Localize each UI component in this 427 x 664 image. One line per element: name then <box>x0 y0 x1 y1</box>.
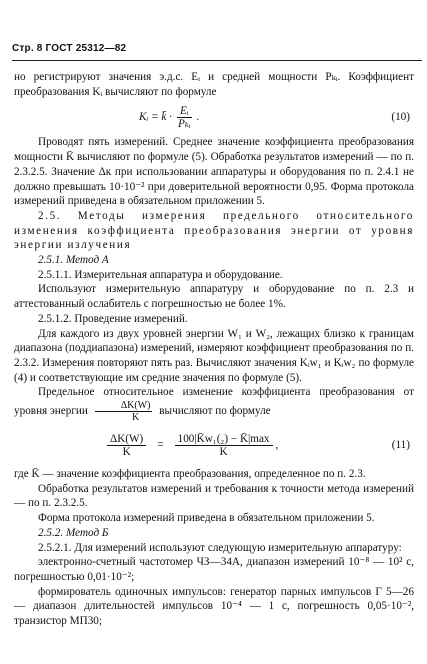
fraction-numerator: Eᵢ <box>177 105 192 118</box>
formula-fraction-left <box>107 433 146 458</box>
subsection-heading: 2.5.1. Метод А <box>38 254 109 267</box>
paragraph-text: Предельное относительное изменение коэффициента преобразования от уровня энергии <box>14 386 414 418</box>
paragraph: Используют измерительную аппаратуру и оборудование по п. 2.3 и аттестованный ослабитель с погрешностью не более 1%. <box>14 283 414 311</box>
page-header: Стр. 8 ГОСТ 25312—82 <box>12 42 422 61</box>
paragraph: формирователь одиночных импульсов: генератор парных импульсов Г 5—26 — диапазон длительностей импульсов 10⁻⁴ — 1 с, погрешность 0,05·10⁻², транзистор МП30; <box>14 585 414 628</box>
paragraph: Форма протокола измерений приведена в обязательном приложении 5. <box>38 512 375 525</box>
inline-fraction <box>95 400 153 423</box>
subsection-heading: 2.5.1.1. Измерительная аппаратура и оборудование. <box>38 268 283 281</box>
paragraph: но регистрируют значения э.д.с. Eᵢ и средней мощности Pₖᵢ. Коэффициент преобразования Kᵢ вычисляют по формуле <box>14 71 414 98</box>
paragraph: где K̄ — значение коэффициента преобразования, определенное по п. 2.3. <box>14 468 366 481</box>
equation-number: (11) <box>391 438 410 451</box>
fraction-numerator: ΔK(W) <box>95 400 153 412</box>
equals-sign: = <box>157 438 164 451</box>
paragraph: 2.5.2.1. Для измерений используют следующую измерительную аппаратуру: <box>38 541 402 554</box>
fraction-numerator: 100|K̄w₁(₂) − K̄|max <box>175 433 273 446</box>
formula-fraction <box>175 105 194 130</box>
paragraph: Для каждого из двух уровней энергии W₁ и W₂, лежащих близко к границам диапазона (поддиапазона) измерений, измеряют коэффициент преобразования по п. 2.3.2. Измерения повторяют пять раз. Вычисляют значения Kᵢw₁ и Kᵢw₂ по формуле (4) и соответствующие им средние значения по формуле (5). <box>14 327 414 384</box>
formula-11 <box>14 423 414 467</box>
fraction-denominator: Pₖᵢ <box>177 117 191 130</box>
equation-number: (10) <box>391 111 410 124</box>
subsection-heading: 2.5.1.2. Проведение измерений. <box>38 312 188 325</box>
paragraph: Проводят пять измерений. Среднее значение коэффициента преобразования мощности K̄ вычисляют по формуле (5). Обработка результатов измерений — по п. 2.3.2.5. Значение Δк при использовании аппаратуры и оборудования по п. 2.4.1 не должно превышать 10·10⁻² при доверительной вероятности 0,95. Форма протокола измерений приведена в обязательном приложении 5. <box>14 136 414 208</box>
formula-tail: , <box>275 438 279 451</box>
fraction-denominator: K <box>131 412 140 424</box>
page-content <box>14 70 414 629</box>
subsection-heading: 2.5.2. Метод Б <box>38 526 109 539</box>
formula-fraction-right <box>175 433 273 458</box>
paragraph: Обработка результатов измерений и требования к точности метода измерений — по п. 2.3.2.5. <box>14 482 414 510</box>
formula-10 <box>14 99 414 135</box>
section-heading: 2.5. Методы измерения предельного относительного изменения коэффициента преобразования энергии от уровня энергии излучения <box>14 209 414 252</box>
fraction-denominator: K <box>219 445 228 458</box>
fraction-numerator: ΔK(W) <box>107 433 146 446</box>
formula-tail: . <box>196 111 200 124</box>
paragraph-text: вычисляют по формуле <box>159 405 271 418</box>
formula-lhs: Kᵢ = k̄ · <box>139 111 172 124</box>
paragraph <box>14 385 414 423</box>
fraction-denominator: K <box>122 445 131 458</box>
paragraph: электронно-счетный частотомер ЧЗ—34А, диапазон измерений 10⁻⁸ — 10² с, погрешностью 0,01·10⁻²; <box>14 556 414 583</box>
